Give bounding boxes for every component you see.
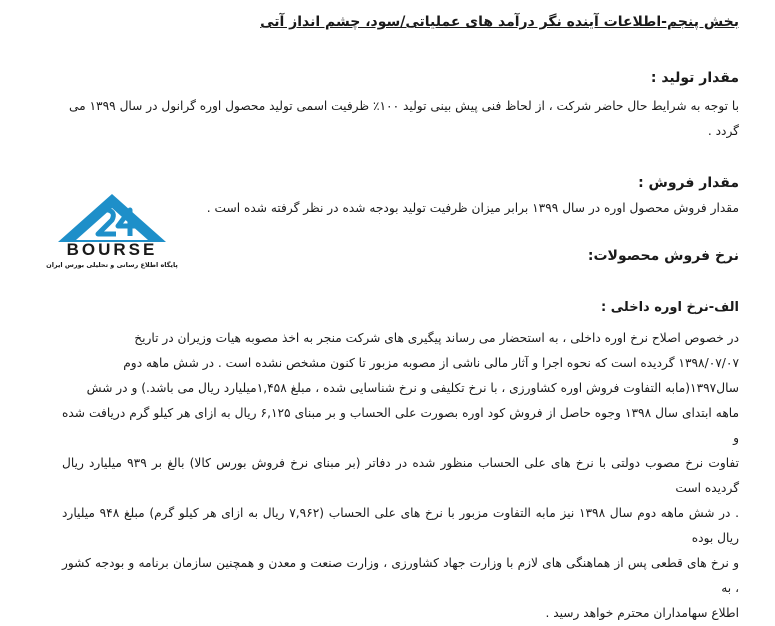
domestic-urea-text (62, 326, 739, 626)
paragraph-line: اطلاع سهامداران محترم خواهد رسید . (545, 606, 739, 620)
production-heading: مقدار تولید : (650, 70, 739, 86)
paragraph-line: سال۱۳۹۷(مابه التفاوت فروش اوره کشاورزی ، با نرخ تکلیفی و نرخ شناسایی شده ، مبلغ ۱,۴۵۸میلیارد ریال می باشد.) و در شش (86, 381, 739, 395)
paragraph-line: ماهه ابتدای سال ۱۳۹۸ وجوه حاصل از فروش کود اوره بصورت علی الحساب و بر مبنای ۶,۱۲۵ ریال به ازای هر کیلو گرم دریافت شده و (62, 406, 740, 445)
logo-tagline: پایگاه اطلاع رسانی و تحلیلی بورس ایران (46, 261, 178, 269)
paragraph-line: . در شش ماهه دوم سال ۱۳۹۸ نیز مابه التفاوت مزبور با نرخ های علی الحساب (۷,۹۶۲ ریال به ازای هر کیلو گرم) مبلغ ۹۴۸ میلیارد ریال بوده (62, 506, 739, 545)
sales-heading: مقدار فروش : (638, 175, 739, 191)
bourse24-logo-icon (38, 190, 186, 244)
paragraph-line: در خصوص اصلاح نرخ اوره داخلی ، به استحضار می رساند پیگیری های شرکت منجر به اخذ مصوبه هیات وزیران در تاریخ (134, 331, 739, 345)
domestic-urea-subheading: الف-نرخ اوره داخلی : (601, 300, 739, 315)
prices-heading: نرخ فروش محصولات: (587, 248, 739, 264)
bourse24-logo (38, 190, 186, 280)
production-text: با توجه به شرایط حال حاضر شرکت ، از لحاظ فنی پیش بینی تولید ۱۰۰٪ ظرفیت اسمی تولید محصول اوره گرانول در سال ۱۳۹۹ می گردد . (68, 99, 739, 138)
logo-name: BOURSE (66, 240, 158, 259)
paragraph-line: تفاوت نرخ مصوب دولتی با نرخ های علی الحساب منظور شده در دفاتر (بر مبنای نرخ فروش بورس کالا) بالغ بر ۹۳۹ میلیارد ریال گردیده است (62, 456, 739, 495)
sales-text: مقدار فروش محصول اوره در سال ۱۳۹۹ برابر میزان ظرفیت تولید بودجه شده در نظر گرفته شده است . (206, 201, 739, 215)
paragraph-line: و نرخ های قطعی پس از هماهنگی های لازم با وزارت جهاد کشاورزی ، وزارت صنعت و معدن و همچنین سازمان برنامه و بودجه کشور ، به (62, 556, 739, 595)
paragraph-line: ۱۳۹۸/۰۷/۰۷ گردیده است که نحوه اجرا و آثار مالی ناشی از مصوبه مزبور تا کنون مشخص نشده است . در شش ماهه دوم (123, 356, 739, 370)
section-title: بخش پنجم-اطلاعات آینده نگر درآمد های عملیاتی/سود، چشم انداز آتی (260, 14, 739, 30)
